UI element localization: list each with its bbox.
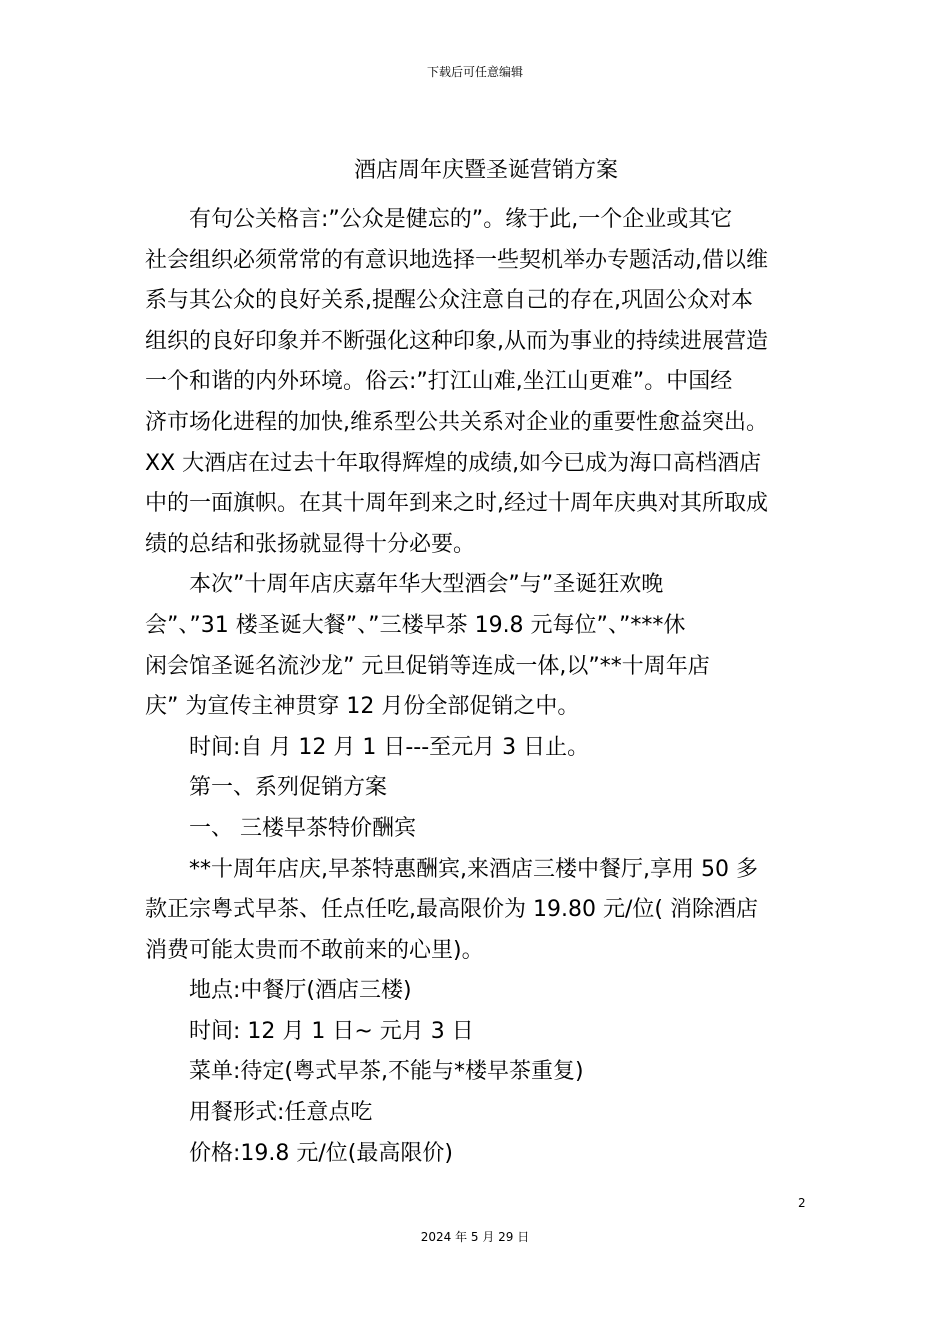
section-heading: 第一、系列促销方案 <box>189 775 388 801</box>
paragraph-line: 庆” 为宣传主神贯穿 12 月份全部促销之中。 <box>145 694 580 720</box>
paragraph-line: 济市场化进程的加快,维系型公共关系对企业的重要性愈益突出。 <box>145 409 768 435</box>
document-body <box>145 200 810 1174</box>
paragraph-line: 中的一面旗帜。在其十周年到来之时,经过十周年庆典对其所取成 <box>145 491 768 517</box>
dining-format-line: 用餐形式:任意点吃 <box>189 1100 373 1126</box>
paragraph-line: XX 大酒店在过去十年取得辉煌的成绩,如今已成为海口高档酒店 <box>145 450 762 476</box>
paragraph-line: 消费可能太贵而不敢前来的心里)。 <box>145 937 484 963</box>
paragraph-line: 会”、”31 楼圣诞大餐”、”三楼早茶 19.8 元每位”、”***休 <box>145 612 686 638</box>
page-number: 2 <box>798 1196 806 1210</box>
time-line: 时间:自 月 12 月 1 日---至元月 3 日止。 <box>189 734 590 760</box>
paragraph-line: 系与其公众的良好关系,提醒公众注意自己的存在,巩固公众对本 <box>145 288 753 314</box>
subsection-heading: 一、 三楼早茶特价酬宾 <box>189 815 416 841</box>
paragraph-line: 一个和谐的内外环境。俗云:”打江山难,坐江山更难”。中国经 <box>145 369 733 395</box>
paragraph-line: 社会组织必须常常的有意识地选择一些契机举办专题活动,借以维 <box>145 247 768 273</box>
paragraph-line: 本次”十周年店庆嘉年华大型酒会”与”圣诞狂欢晚 <box>189 572 664 598</box>
paragraph-line: 款正宗粤式早茶、任点任吃,最高限价为 19.80 元/位( 消除酒店 <box>145 897 758 923</box>
location-line: 地点:中餐厅(酒店三楼) <box>189 978 412 1004</box>
menu-line: 菜单:待定(粤式早茶,不能与*楼早茶重复) <box>189 1059 584 1085</box>
footer-date: 2024 年 5 月 29 日 <box>420 1230 530 1244</box>
paragraph-line: 有句公关格言:”公众是健忘的”。缘于此,一个企业或其它 <box>189 207 733 232</box>
price-line: 价格:19.8 元/位(最高限价) <box>189 1140 453 1166</box>
paragraph-line: **十周年店庆,早茶特惠酬宾,来酒店三楼中餐厅,享用 50 多 <box>189 856 758 882</box>
paragraph-line: 组织的良好印象并不断强化这种印象,从而为事业的持续进展营造 <box>145 328 768 354</box>
document-title: 酒店周年庆暨圣诞营销方案 <box>353 158 618 183</box>
header-note: 下载后可任意编辑 <box>426 65 523 79</box>
paragraph-line: 闲会馆圣诞名流沙龙” 元旦促销等连成一体,以”**十周年店 <box>145 653 710 679</box>
time-line: 时间: 12 月 1 日~ 元月 3 日 <box>189 1018 474 1044</box>
paragraph-line: 绩的总结和张扬就显得十分必要。 <box>145 531 476 557</box>
